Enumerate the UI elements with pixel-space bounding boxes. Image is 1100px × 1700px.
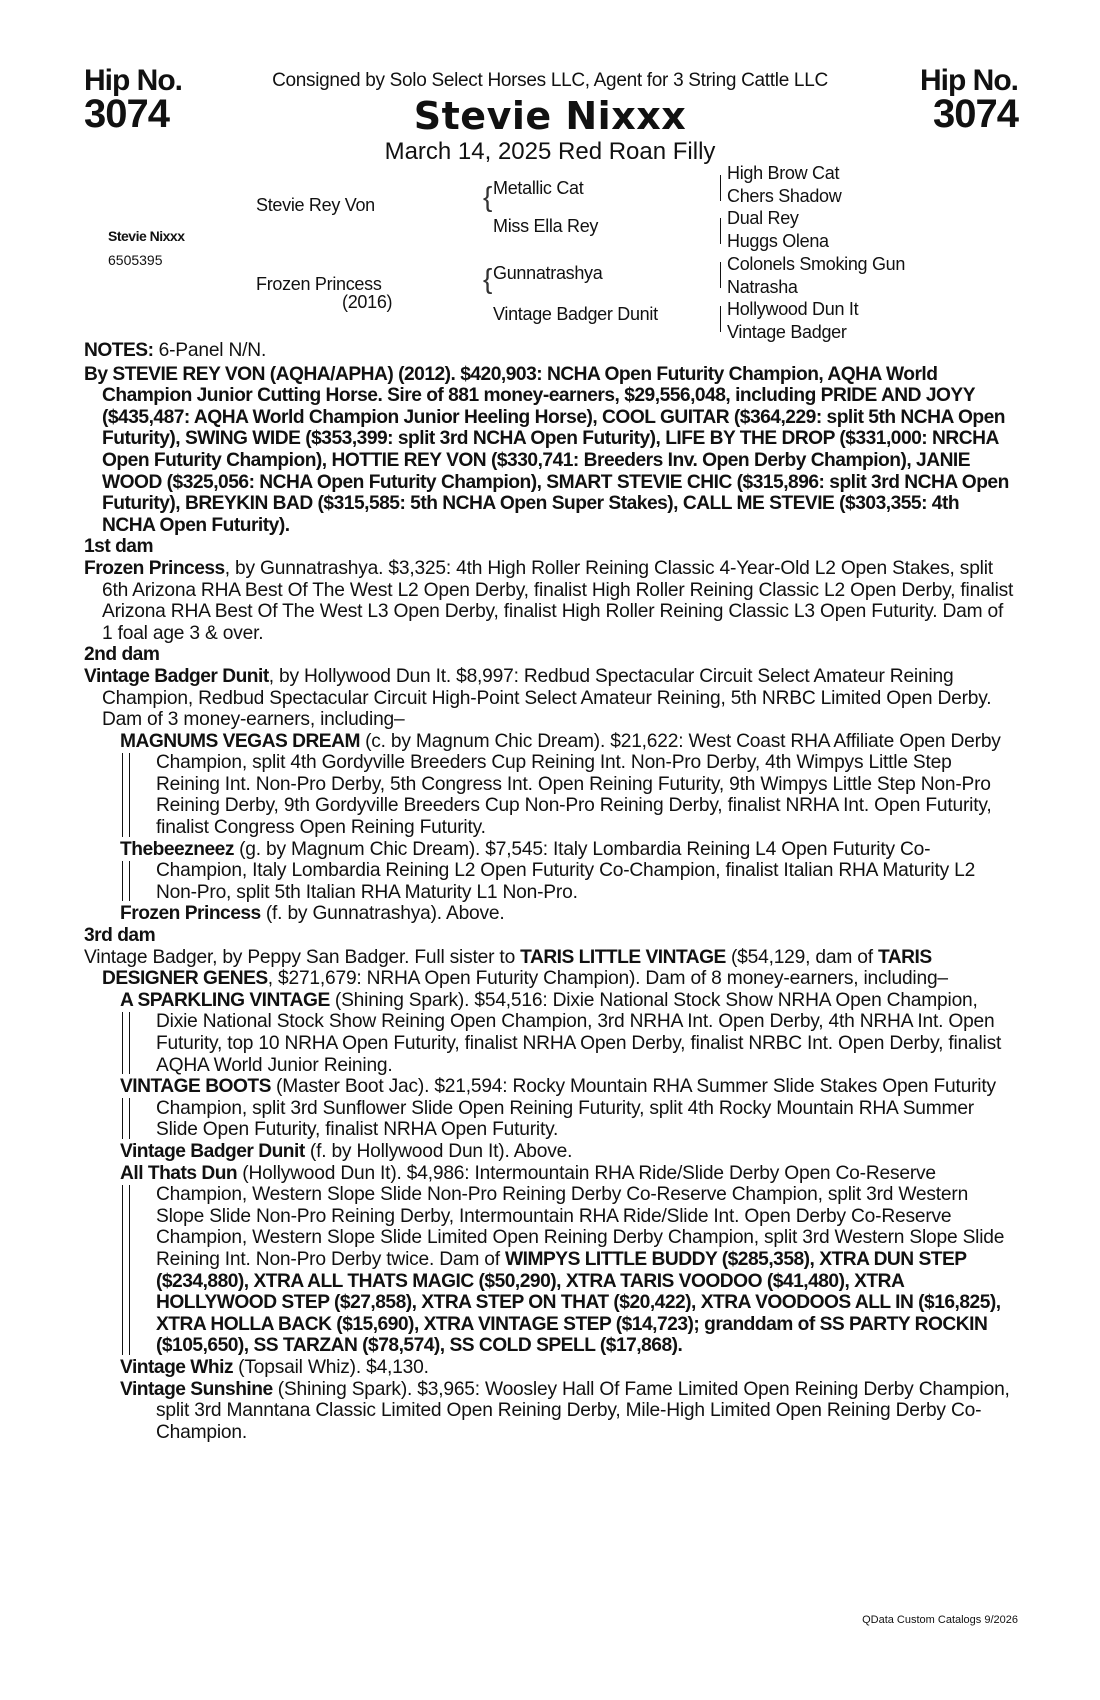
third-dam-header: 3rd dam: [84, 925, 156, 947]
brace-sire-icon: {: [483, 181, 493, 212]
second-dam-header: 2nd dam: [84, 644, 160, 666]
produce-text: (Shining Spark). $3,965: Woosley Hall Of Fame Limited Open Reining Derby Champion, split 3rd Manntana Classic Limited Open Reining Derby, Mile-High Limited Open Reining Derby Co-Champion.: [156, 1378, 1010, 1443]
pedigree-subject-name: Stevie Nixxx: [108, 228, 185, 244]
pedigree-dam-sire: Gunnatrashya: [493, 263, 603, 283]
pedigree-g3-7: Hollywood Dun It: [727, 299, 859, 319]
produce-entry: [84, 903, 1014, 925]
pedigree-g3-3: Dual Rey: [727, 208, 799, 228]
first-dam-paragraph: [84, 558, 1014, 644]
consignor-line: Consigned by Solo Select Horses LLC, Agent for 3 String Cattle LLC: [272, 70, 828, 91]
first-dam-name: Frozen Princess: [84, 557, 225, 579]
brace-dam-icon: {: [483, 263, 493, 294]
pedigree-registration-number: 6505395: [108, 252, 163, 268]
hip-label-left: Hip No.: [84, 64, 182, 97]
produce-text: (Topsail Whiz). $4,130.: [233, 1356, 429, 1378]
produce-entry: [84, 1379, 1014, 1444]
produce-text: (f. by Hollywood Dun It). Above.: [304, 1140, 573, 1162]
pedigree-g3-8: Vintage Badger: [727, 322, 847, 342]
third-dam-text-a: Vintage Badger, by Peppy San Badger. Full sister to: [84, 946, 521, 968]
hip-number-left: 3074: [84, 92, 169, 136]
produce-entry: [84, 1076, 1014, 1141]
produce-name: Vintage Badger Dunit: [120, 1140, 305, 1162]
footer-credit: QData Custom Catalogs 9/2026: [862, 1614, 1018, 1626]
produce-entry: [84, 990, 1014, 1076]
produce-text: (f. by Gunnatrashya). Above.: [260, 903, 505, 925]
produce-name: A SPARKLING VINTAGE: [120, 989, 330, 1011]
indent-bar: [122, 1098, 130, 1139]
pedigree-g3-1: High Brow Cat: [727, 163, 840, 183]
second-dam-paragraph: [84, 666, 1014, 731]
third-dam-paragraph: [84, 947, 1014, 990]
indent-bar: [122, 861, 130, 902]
pedigree-g3-6: Natrasha: [727, 277, 798, 297]
indent-bar: [122, 1185, 130, 1355]
foaling-info: March 14, 2025 Red Roan Filly: [384, 138, 716, 165]
pedigree-dam-dam: Vintage Badger Dunit: [493, 304, 658, 324]
produce-text: (g. by Magnum Chic Dream). $7,545: Italy Lombardia Reining L4 Open Futurity Co-Champion, Italy Lombardia Reining L2 Open Futurity Co-Champion, finalist Italian RHA Maturity L2 Non-Pro, split 5th Italian RHA Maturity L1 Non-Pro.: [156, 838, 976, 903]
notes-label: NOTES:: [84, 340, 154, 361]
produce-name: MAGNUMS VEGAS DREAM: [120, 730, 360, 752]
third-dam-text-b: ($54,129, dam of: [725, 946, 878, 968]
produce-name: Vintage Sunshine: [120, 1378, 273, 1400]
second-dam-name: Vintage Badger Dunit: [84, 665, 269, 687]
third-dam-text-c: , $271,679: NRHA Open Futurity Champion). Dam of 8 money-earners, including–: [267, 968, 948, 990]
produce-entry: [84, 1357, 1014, 1379]
indent-bar: [122, 1012, 130, 1074]
produce-text: (Shining Spark). $54,516: Dixie National Stock Show NRHA Open Champion, Dixie National Stock Show Reining Open Champion, 3rd NRHA Int. Open Derby, 4th NRHA Int. Open Futurity, top 10 NRHA Open Futurity, finalist NRHA Open Derby, finalist NRBC Int. Open Derby, finalist AQHA World Junior Reining.: [156, 989, 1002, 1076]
produce-name: Vintage Whiz: [120, 1356, 234, 1378]
produce-entry: [84, 1141, 1014, 1163]
pedigree-g3-5: Colonels Smoking Gun: [727, 254, 906, 274]
third-dam-sibling-foal: TARIS DESIGNER GENES: [102, 946, 932, 990]
produce-name: Frozen Princess: [120, 903, 261, 925]
third-dam-sibling: TARIS LITTLE VINTAGE: [520, 946, 726, 968]
pedigree-dam: Frozen Princess: [256, 274, 382, 294]
produce-text: (Master Boot Jac). $21,594: Rocky Mountain RHA Summer Slide Stakes Open Futurity Champion, split 3rd Sunflower Slide Open Reining Futurity, split 4th Rocky Mountain RHA Summer Slide Open Futurity, finalist NRHA Open Futurity.: [156, 1076, 996, 1141]
pedigree-g3-2: Chers Shadow: [727, 186, 842, 206]
produce-entry: [84, 731, 1014, 839]
first-dam-text: , by Gunnatrashya. $3,325: 4th High Roller Reining Classic 4-Year-Old L2 Open Stakes, split 6th Arizona RHA Best Of The West L2 Open Derby, finalist High Roller Reining Classic L2 Open Derby, finalist Arizona RHA Best Of The West L3 Open Derby, finalist High Roller Reining Classic L3 Open Futurity. Dam of 1 foal age 3 & over.: [102, 557, 1014, 644]
notes-line: [84, 340, 1014, 362]
bracket-line: [720, 175, 721, 201]
catalog-body: [84, 340, 1014, 1443]
pedigree-sire: Stevie Rey Von: [256, 195, 375, 215]
produce-text: (Hollywood Dun It). $4,986: Intermountain RHA Ride/Slide Derby Open Co-Reserve Champion, Western Slope Slide Non-Pro Reining Derby Co-Reserve Champion, split 3rd Western Slope Slide Non-Pro Reining Derby, Intermountain RHA Ride/Slide Int. Open Derby Co-Reserve Champion, Western Slope Slide Limited Open Reining Derby Champion, split 3rd Western Slope Slide Reining Int. Non-Pro Derby twice. Dam of: [156, 1162, 1005, 1270]
bracket-line: [720, 306, 721, 332]
produce-text: (c. by Magnum Chic Dream). $21,622: West Coast RHA Affiliate Open Derby Champion, split 4th Gordyville Breeders Cup Reining Int. Non-Pro Derby, 4th Wimpys Little Step Reining Int. Non-Pro Derby, 5th Congress Int. Open Reining Futurity, 9th Wimpys Little Step Non-Pro Reining Derby, 9th Gordyville Breeders Cup Non-Pro Reining Derby, finalist NRHA Int. Open Futurity, finalist Congress Open Reining Futurity.: [156, 730, 1001, 839]
produce-entry: [84, 839, 1014, 904]
second-dam-text: , by Hollywood Dun It. $8,997: Redbud Spectacular Circuit Select Amateur Reining Champion, Redbud Spectacular Circuit High-Point Select Amateur Reining, 5th NRBC Limited Open Derby. Dam of 3 money-earners, including–: [102, 665, 992, 731]
sire-paragraph: By STEVIE REY VON (AQHA/APHA) (2012). $420,903: NCHA Open Futurity Champion, AQHA World Champion Junior Cutting Horse. Sire of 881 money-earners, $29,556,048, including PRIDE AND JOYY ($435,487: AQHA World Champion Junior Heeling Horse), COOL GUITAR ($364,229: split 5th NCHA Open Futurity), SWING WIDE ($353,399: split 3rd NCHA Open Futurity), LIFE BY THE DROP ($331,000: NRCHA Open Futurity Champion), HOTTIE REY VON ($330,741: Breeders Inv. Open Derby Champion), JANIE WOOD ($325,056: NCHA Open Futurity Champion), SMART STEVIE CHIC ($315,896: split 3rd NCHA Open Futurity), BREYKIN BAD ($315,585: 5th NCHA Open Super Stakes), CALL ME STEVIE ($303,355: 4th NCHA Open Futurity).: [84, 363, 1009, 536]
produce-name: VINTAGE BOOTS: [120, 1076, 271, 1098]
indent-bar: [122, 753, 130, 837]
produce-progeny: WIMPYS LITTLE BUDDY ($285,358), XTRA DUN STEP ($234,880), XTRA ALL THATS MAGIC ($50,290), XTRA TARIS VOODOO ($41,480), XTRA HOLLYWOOD STEP ($27,858), XTRA STEP ON THAT ($20,422), XTRA VOODOOS ALL IN ($16,825), XTRA HOLLA BACK ($15,690), XTRA VINTAGE STEP ($14,723); granddam of SS PARTY ROCKIN ($105,650), SS TARZAN ($78,574), SS COLD SPELL ($17,868).: [156, 1248, 1001, 1357]
pedigree-sire-dam: Miss Ella Rey: [493, 216, 599, 236]
first-dam-header: 1st dam: [84, 536, 154, 558]
pedigree-dam-year: (2016): [342, 292, 393, 312]
hip-label-right: Hip No.: [920, 64, 1018, 97]
horse-name: Stevie Nixxx: [413, 94, 687, 138]
hip-number-right: 3074: [933, 92, 1018, 136]
produce-entry: [84, 1163, 1014, 1357]
bracket-line: [720, 262, 721, 288]
bracket-line: [720, 218, 721, 244]
produce-name: Thebeezneez: [120, 838, 234, 860]
notes-text: 6-Panel N/N.: [153, 340, 267, 361]
produce-name: All Thats Dun: [120, 1162, 238, 1184]
pedigree-sire-sire: Metallic Cat: [493, 178, 584, 198]
pedigree-g3-4: Huggs Olena: [727, 231, 829, 251]
